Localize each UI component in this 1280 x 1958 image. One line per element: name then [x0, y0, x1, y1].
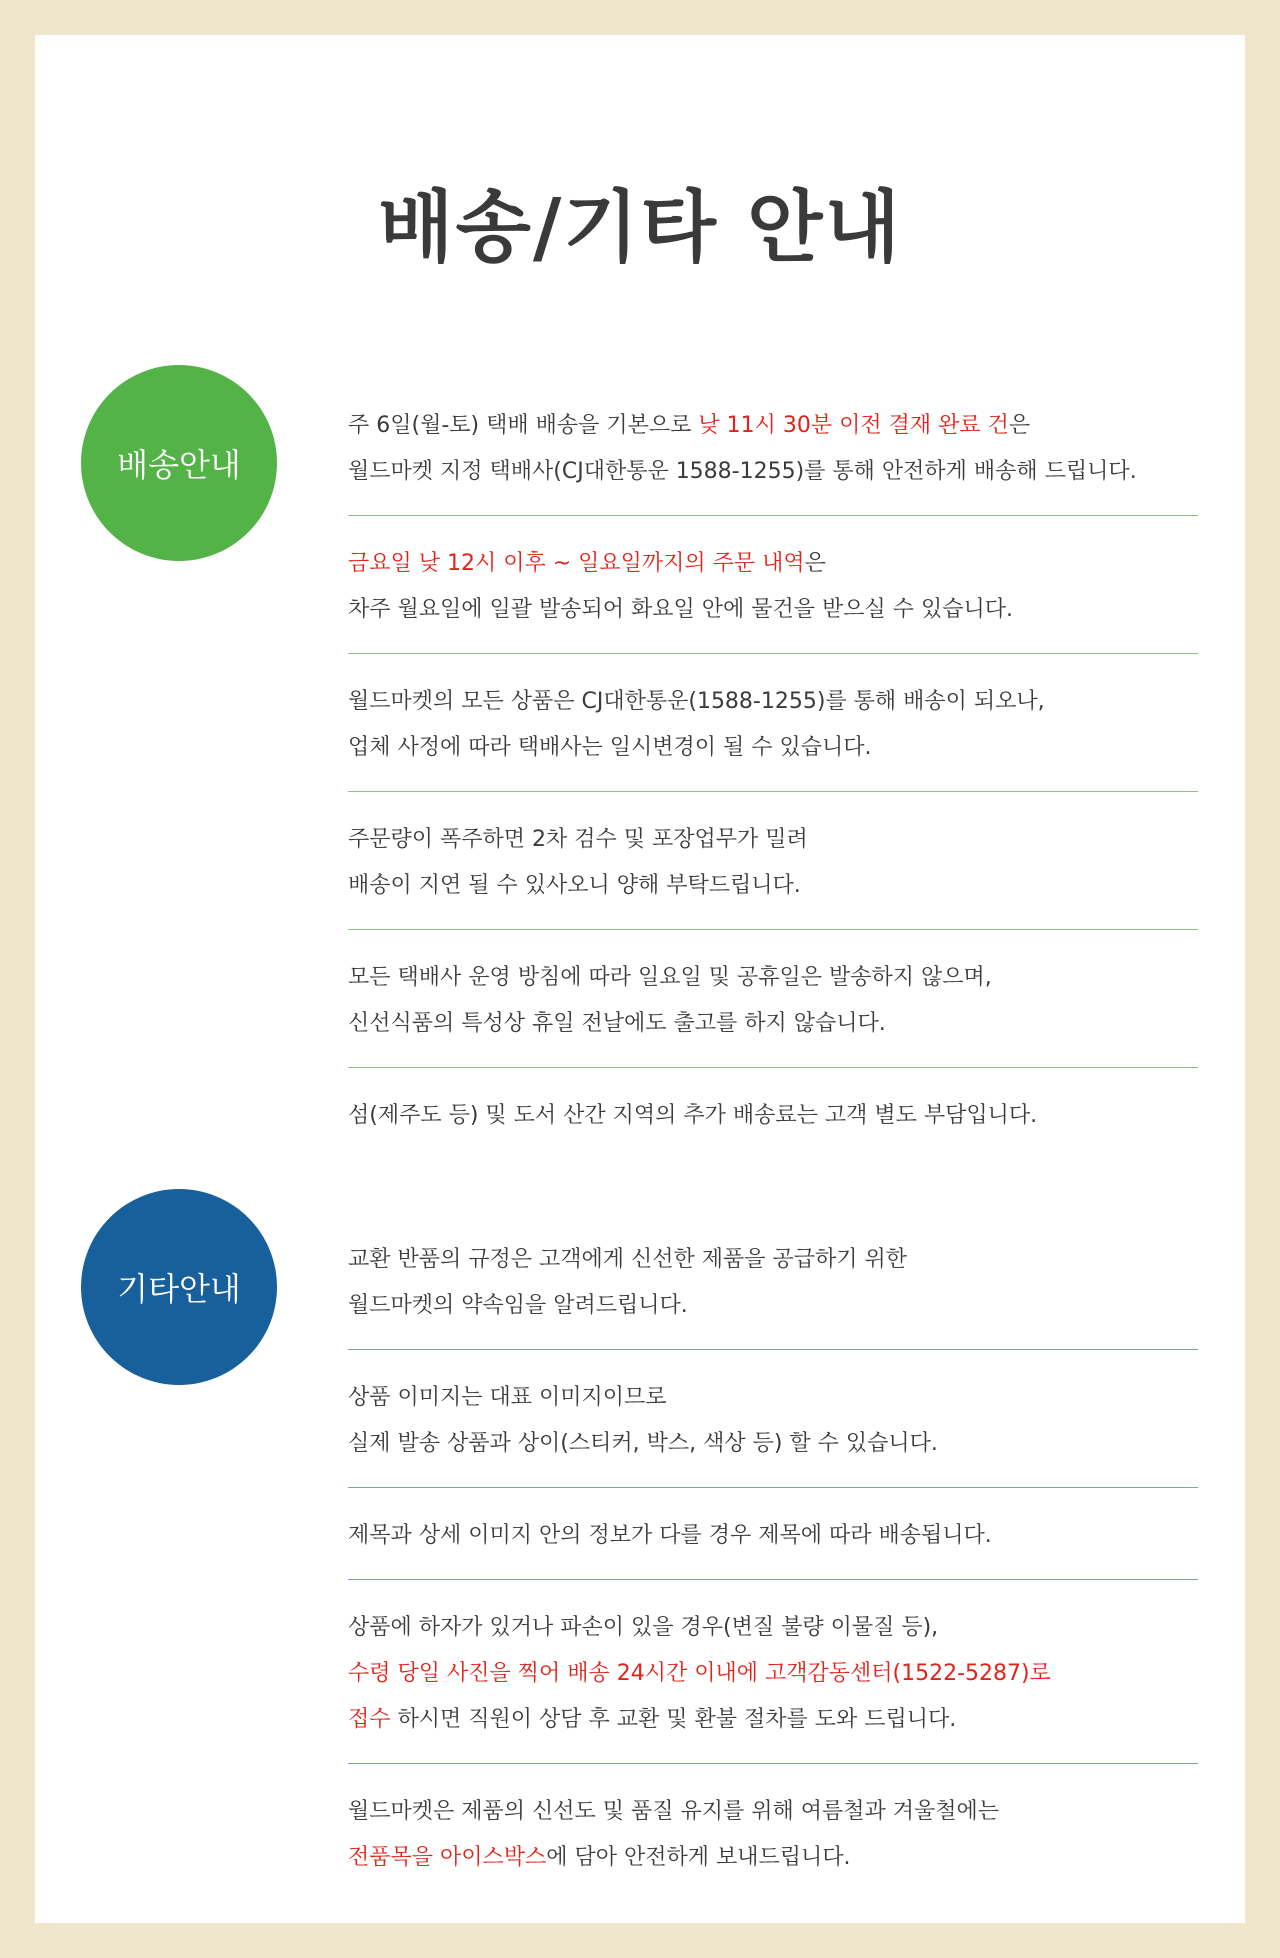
notice-text: 실제 발송 상품과 상이(스티커, 박스, 색상 등) 할 수 있습니다. [348, 1431, 938, 1456]
notice-text: 은 [1008, 413, 1031, 438]
notice-line [348, 449, 1198, 495]
highlight-text: 낮 11시 30분 이전 결재 완료 건 [698, 413, 1009, 438]
notice-line [348, 679, 1198, 725]
notice-text: 은 [804, 551, 826, 576]
notice-text: 상품 이미지는 대표 이미지이므로 [348, 1385, 667, 1410]
notice-line [348, 541, 1198, 587]
etc-notice-block [348, 1605, 1198, 1743]
notice-line [348, 1237, 1198, 1283]
notice-text: 월드마켓은 제품의 신선도 및 품질 유지를 위해 여름철과 겨울철에는 [348, 1799, 1000, 1824]
section-divider [348, 1067, 1198, 1068]
notice-line [348, 1375, 1198, 1421]
highlight-text: 전품목을 아이스박스 [348, 1845, 547, 1870]
notice-line [348, 403, 1198, 449]
notice-line [348, 587, 1198, 633]
etc-info-section [348, 1237, 1198, 1881]
notice-line [348, 955, 1198, 1001]
notice-line [348, 1093, 1198, 1139]
notice-text: 교환 반품의 규정은 고객에게 신선한 제품을 공급하기 위한 [348, 1247, 908, 1272]
delivery-notice-block [348, 403, 1198, 495]
section-divider [348, 515, 1198, 516]
notice-text: 월드마켓의 모든 상품은 CJ대한통운(1588-1255)를 통해 배송이 되오나, [348, 689, 1045, 714]
section-divider [348, 1487, 1198, 1488]
delivery-notice-block [348, 541, 1198, 633]
notice-line [348, 863, 1198, 909]
etc-notice-block [348, 1513, 1198, 1559]
notice-text: 제목과 상세 이미지 안의 정보가 다를 경우 제목에 따라 배송됩니다. [348, 1523, 992, 1548]
section-divider [348, 1349, 1198, 1350]
notice-text: 상품에 하자가 있거나 파손이 있을 경우(변질 불량 이물질 등), [348, 1615, 939, 1640]
delivery-info-section [348, 403, 1198, 1139]
notice-text: 월드마켓의 약속임을 알려드립니다. [348, 1293, 688, 1318]
notice-line [348, 817, 1198, 863]
notice-text: 배송이 지연 될 수 있사오니 양해 부탁드립니다. [348, 873, 801, 898]
highlight-text: 접수 [348, 1707, 391, 1732]
notice-line [348, 1283, 1198, 1329]
delivery-notice-block [348, 817, 1198, 909]
notice-text: 섬(제주도 등) 및 도서 산간 지역의 추가 배송료는 고객 별도 부담입니다. [348, 1103, 1038, 1128]
etc-notice-block [348, 1789, 1198, 1881]
notice-line [348, 1605, 1198, 1651]
delivery-badge-label: 배송안내 [117, 446, 241, 484]
delivery-notice-block [348, 679, 1198, 771]
notice-line [348, 1001, 1198, 1047]
notice-text: 업체 사정에 따라 택배사는 일시변경이 될 수 있습니다. [348, 735, 872, 760]
notice-text: 신선식품의 특성상 휴일 전날에도 출고를 하지 않습니다. [348, 1011, 886, 1036]
etc-notice-block [348, 1375, 1198, 1467]
notice-text: 차주 월요일에 일괄 발송되어 화요일 안에 물건을 받으실 수 있습니다. [348, 597, 1013, 622]
etc-badge-label: 기타안내 [117, 1270, 241, 1308]
section-divider [348, 1579, 1198, 1580]
etc-badge [81, 1189, 277, 1385]
section-divider [348, 929, 1198, 930]
delivery-notice-block [348, 955, 1198, 1047]
notice-text: 주 6일(월-토) 택배 배송을 기본으로 [348, 413, 699, 438]
highlight-text: 금요일 낮 12시 이후 ~ 일요일까지의 주문 내역 [348, 551, 805, 576]
notice-line [348, 1835, 1198, 1881]
highlight-text: 수령 당일 사진을 찍어 배송 24시간 이내에 고객감동센터(1522-5287)로 [348, 1661, 1051, 1686]
notice-text: 주문량이 폭주하면 2차 검수 및 포장업무가 밀려 [348, 827, 808, 852]
notice-text: 월드마켓 지정 택배사(CJ대한통운 1588-1255)를 통해 안전하게 배송해 드립니다. [348, 459, 1137, 484]
delivery-notice-block [348, 1093, 1198, 1139]
notice-line [348, 1697, 1198, 1743]
notice-text: 에 담아 안전하게 보내드립니다. [546, 1845, 851, 1870]
notice-line [348, 1651, 1198, 1697]
section-divider [348, 791, 1198, 792]
section-divider [348, 653, 1198, 654]
info-card [35, 35, 1245, 1923]
etc-notice-block [348, 1237, 1198, 1329]
section-divider [348, 1763, 1198, 1764]
notice-line [348, 1513, 1198, 1559]
notice-text: 하시면 직원이 상담 후 교환 및 환불 절차를 도와 드립니다. [390, 1707, 957, 1732]
notice-line [348, 725, 1198, 771]
notice-line [348, 1789, 1198, 1835]
notice-text: 모든 택배사 운영 방침에 따라 일요일 및 공휴일은 발송하지 않으며, [348, 965, 992, 990]
notice-line [348, 1421, 1198, 1467]
delivery-badge [81, 365, 277, 561]
page-title: 배송/기타 안내 [378, 183, 902, 273]
